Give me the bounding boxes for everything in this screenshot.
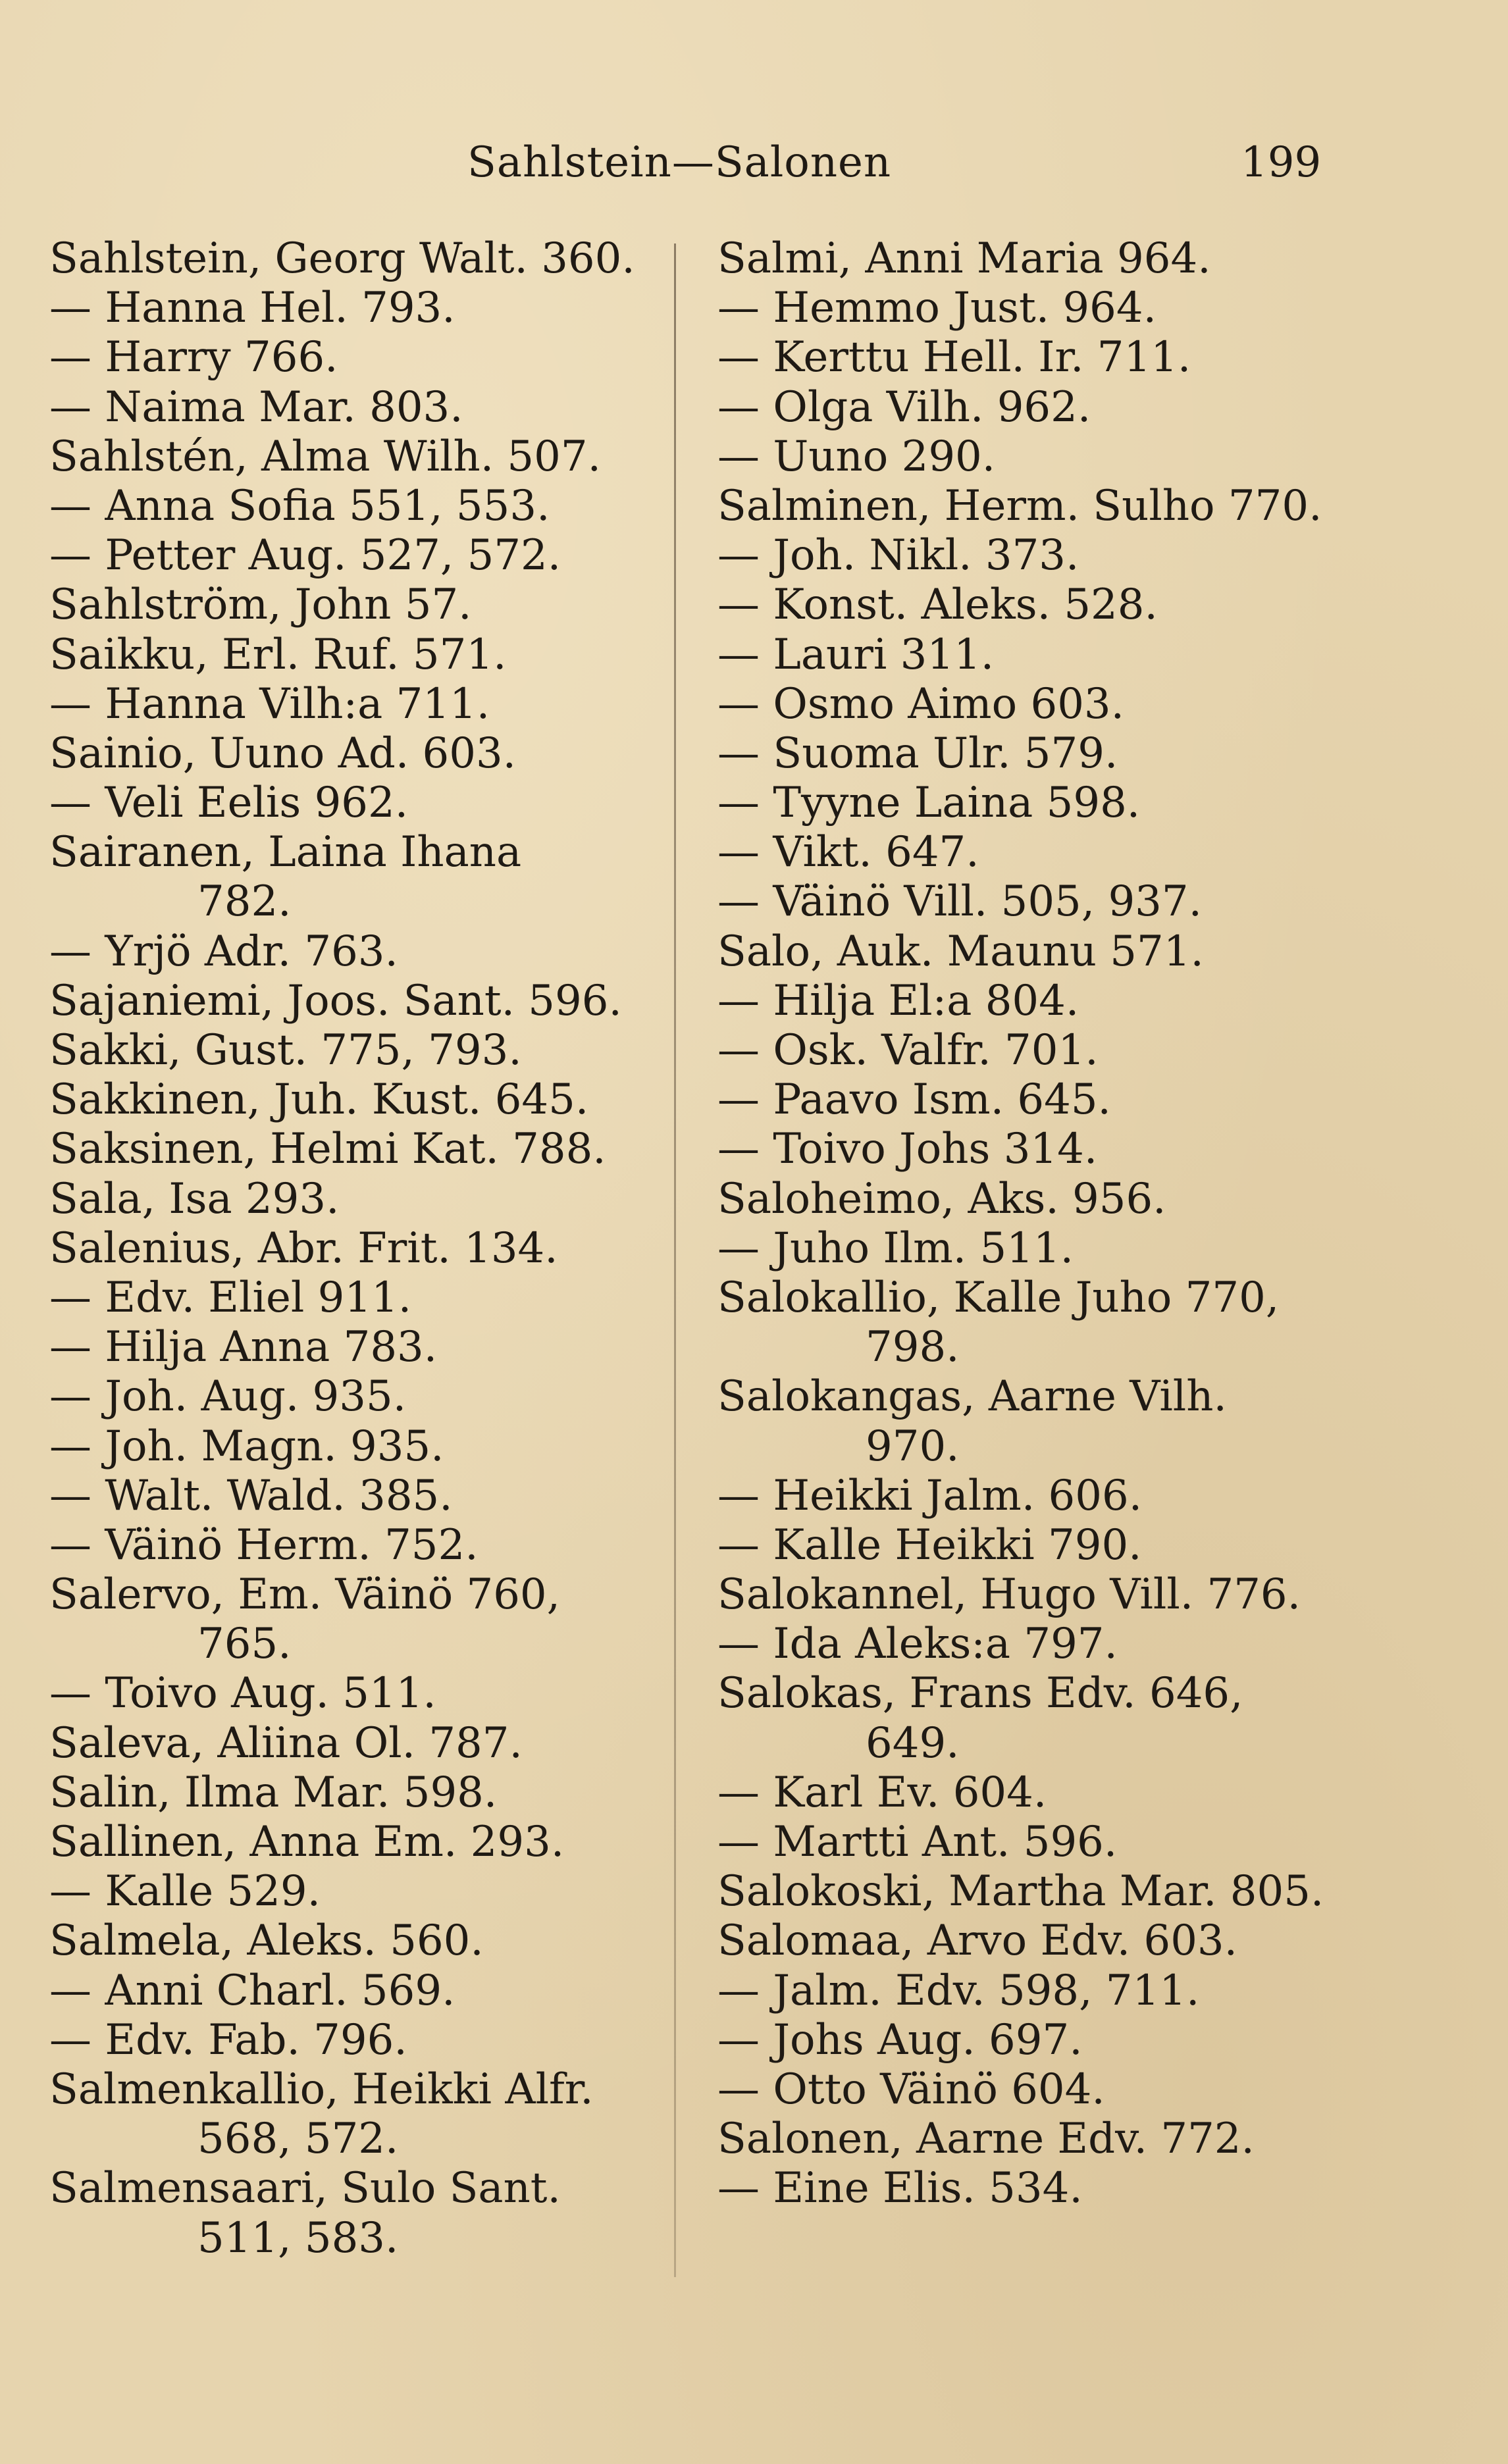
directory-entry: — Petter Aug. 527, 572. bbox=[49, 531, 561, 580]
directory-entry-continuation: 970. bbox=[866, 1422, 960, 1471]
directory-entry: Salokas, Frans Edv. 646, bbox=[717, 1669, 1243, 1718]
directory-entry: Salminen, Herm. Sulho 770. bbox=[717, 481, 1322, 530]
directory-entry: — Juho Ilm. 511. bbox=[717, 1223, 1074, 1273]
directory-entry: — Vikt. 647. bbox=[717, 828, 979, 877]
directory-entry: — Osk. Valfr. 701. bbox=[717, 1026, 1099, 1075]
directory-entry: Sakkinen, Juh. Kust. 645. bbox=[49, 1075, 589, 1125]
directory-entry: — Edv. Eliel 911. bbox=[49, 1273, 412, 1322]
directory-entry: — Olga Vilh. 962. bbox=[717, 382, 1091, 432]
directory-entry: — Veli Eelis 962. bbox=[49, 779, 409, 828]
directory-entry: — Eine Elis. 534. bbox=[717, 2164, 1083, 2213]
directory-entry: — Lauri 311. bbox=[717, 630, 995, 679]
directory-entry: — Suoma Ulr. 579. bbox=[717, 729, 1118, 778]
directory-entry: Sakki, Gust. 775, 793. bbox=[49, 1026, 522, 1075]
directory-entry-continuation: 568, 572. bbox=[197, 2115, 399, 2164]
directory-entry: — Uuno 290. bbox=[717, 432, 996, 481]
directory-entry: Saleva, Aliina Ol. 787. bbox=[49, 1718, 523, 1768]
directory-entry: — Ida Aleks:a 797. bbox=[717, 1620, 1118, 1669]
directory-entry: — Hemmo Just. 964. bbox=[717, 284, 1157, 333]
directory-entry: Sala, Isa 293. bbox=[49, 1174, 340, 1223]
directory-entry: — Joh. Aug. 935. bbox=[49, 1372, 407, 1422]
directory-entry: Sahlstén, Alma Wilh. 507. bbox=[49, 432, 601, 481]
directory-entry: — Jalm. Edv. 598, 711. bbox=[717, 1966, 1200, 2015]
running-title: Sahlstein—Salonen bbox=[467, 138, 892, 187]
directory-entry: Sairanen, Laina Ihana bbox=[49, 828, 522, 877]
directory-entry: — Toivo Aug. 511. bbox=[49, 1669, 436, 1718]
directory-entry: Salervo, Em. Väinö 760, bbox=[49, 1570, 560, 1620]
directory-entry: — Hilja Anna 783. bbox=[49, 1323, 438, 1372]
directory-entry-continuation: 649. bbox=[866, 1718, 960, 1768]
directory-entry: — Anna Sofia 551, 553. bbox=[49, 481, 550, 530]
directory-entry: — Tyyne Laina 598. bbox=[717, 779, 1141, 828]
directory-entry: — Väinö Herm. 752. bbox=[49, 1520, 479, 1570]
directory-entry: — Martti Ant. 596. bbox=[717, 1818, 1118, 1866]
directory-entry: — Edv. Fab. 796. bbox=[49, 2015, 407, 2065]
directory-entry: Salomaa, Arvo Edv. 603. bbox=[717, 1916, 1237, 1966]
right-column bbox=[717, 234, 1336, 2214]
directory-entry: Salenius, Abr. Frit. 134. bbox=[49, 1223, 558, 1273]
directory-entry: — Konst. Aleks. 528. bbox=[717, 580, 1158, 630]
directory-entry: Salmenkallio, Heikki Alfr. bbox=[49, 2065, 594, 2114]
directory-entry: — Johs Aug. 697. bbox=[717, 2015, 1083, 2065]
directory-entry: Salokangas, Aarne Vilh. bbox=[717, 1372, 1227, 1422]
directory-entry: — Karl Ev. 604. bbox=[717, 1768, 1047, 1817]
directory-entry: Salmensaari, Sulo Sant. bbox=[49, 2164, 561, 2213]
left-column bbox=[49, 234, 655, 2263]
directory-entry: Sahlström, John 57. bbox=[49, 580, 472, 630]
column-divider bbox=[674, 244, 676, 2277]
directory-entry-continuation: 765. bbox=[197, 1620, 292, 1669]
directory-entry: Saloheimo, Aks. 956. bbox=[717, 1174, 1166, 1223]
directory-entry: Salo, Auk. Maunu 571. bbox=[717, 927, 1204, 976]
directory-entry-continuation: 798. bbox=[866, 1323, 960, 1372]
directory-entry: Salin, Ilma Mar. 598. bbox=[49, 1768, 498, 1817]
directory-entry: Saksinen, Helmi Kat. 788. bbox=[49, 1125, 606, 1174]
directory-entry: — Kalle 529. bbox=[49, 1867, 321, 1916]
directory-entry: — Kerttu Hell. Ir. 711. bbox=[717, 333, 1191, 382]
directory-entry: — Heikki Jalm. 606. bbox=[717, 1471, 1143, 1520]
directory-entry: — Walt. Wald. 385. bbox=[49, 1471, 453, 1520]
directory-entry: Saikku, Erl. Ruf. 571. bbox=[49, 630, 507, 679]
directory-entry: — Osmo Aimo 603. bbox=[717, 679, 1124, 729]
directory-entry: — Harry 766. bbox=[49, 333, 338, 382]
directory-entry: Salokannel, Hugo Vill. 776. bbox=[717, 1570, 1301, 1620]
directory-entry: — Väinö Vill. 505, 937. bbox=[717, 877, 1202, 927]
directory-entry: — Hanna Vilh:a 711. bbox=[49, 679, 490, 729]
directory-entry: Sallinen, Anna Em. 293. bbox=[49, 1818, 565, 1866]
directory-entry: Salmi, Anni Maria 964. bbox=[717, 234, 1211, 283]
directory-entry: — Anni Charl. 569. bbox=[49, 1966, 455, 2015]
directory-entry: — Paavo Ism. 645. bbox=[717, 1075, 1111, 1125]
directory-entry: — Joh. Magn. 935. bbox=[49, 1422, 444, 1471]
directory-entry: — Hanna Hel. 793. bbox=[49, 284, 455, 333]
directory-entry: Salokoski, Martha Mar. 805. bbox=[717, 1867, 1324, 1916]
directory-entry: — Otto Väinö 604. bbox=[717, 2065, 1105, 2114]
directory-entry: Sajaniemi, Joos. Sant. 596. bbox=[49, 976, 622, 1025]
directory-entry-continuation: 782. bbox=[197, 877, 292, 927]
directory-entry: — Yrjö Adr. 763. bbox=[49, 927, 398, 976]
page-header bbox=[0, 138, 1508, 197]
directory-entry: Salonen, Aarne Edv. 772. bbox=[717, 2115, 1255, 2164]
page-number: 199 bbox=[1241, 138, 1322, 187]
directory-entry: Salmela, Aleks. 560. bbox=[49, 1916, 484, 1966]
directory-entry: Salokallio, Kalle Juho 770, bbox=[717, 1273, 1280, 1322]
directory-entry-continuation: 511, 583. bbox=[197, 2213, 399, 2263]
directory-entry: — Hilja El:a 804. bbox=[717, 976, 1079, 1025]
directory-entry: — Toivo Johs 314. bbox=[717, 1125, 1098, 1174]
directory-entry: Sahlstein, Georg Walt. 360. bbox=[49, 234, 635, 283]
directory-entry: — Joh. Nikl. 373. bbox=[717, 531, 1079, 580]
directory-entry: Sainio, Uuno Ad. 603. bbox=[49, 729, 516, 778]
directory-entry: — Naima Mar. 803. bbox=[49, 382, 463, 432]
directory-entry: — Kalle Heikki 790. bbox=[717, 1520, 1142, 1570]
